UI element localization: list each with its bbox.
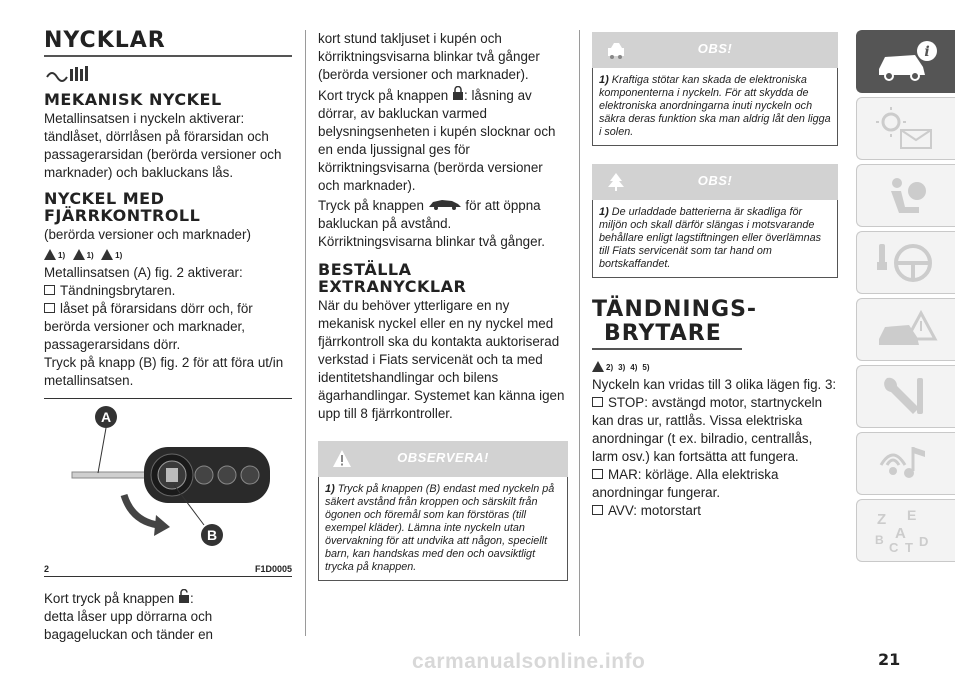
figure-number: 2 bbox=[44, 564, 50, 574]
press-text: Tryck på knapp (B) fig. 2 för att föra ut/in metallinsatsen. bbox=[44, 355, 284, 388]
reference-number: 4) bbox=[630, 363, 638, 372]
steering-wheel-icon bbox=[875, 240, 939, 286]
heading-line: NYCKEL MED bbox=[44, 189, 165, 208]
car-crash-icon bbox=[875, 307, 939, 353]
text-part: Tryck på knappen bbox=[318, 198, 424, 213]
heading-line: BRYTARE bbox=[604, 321, 722, 346]
lock-text bbox=[318, 86, 568, 195]
text-part: för att öppna bakluckan på avstånd. Körriktningsvisarna blinkar två gånger. bbox=[318, 198, 546, 249]
column-divider-right bbox=[579, 30, 580, 636]
ignition-text: Nyckeln kan vridas till 3 olika lägen fig. 3: bbox=[592, 377, 837, 392]
svg-text:C: C bbox=[889, 540, 899, 554]
figure-code: F1D0005 bbox=[254, 564, 292, 574]
notice-text: Kraftiga stötar kan skada de elektroniska komponenterna i nyckeln. För att skydda de elektroniska anordningarna inuti nyckeln och säkra deras funktion ska man aldrig låt den ligga i solen. bbox=[599, 74, 831, 138]
notice-text: De urladdade batterierna är skadliga för miljön och skall därför slängas i motsvarande behållare enligt lagstiftningen eller överlämnas till Fiats servicenät som tar hand om bortskaffandet. bbox=[599, 206, 822, 270]
tailgate-car-icon bbox=[428, 198, 462, 210]
tab-index[interactable] bbox=[856, 499, 955, 562]
order-keys-text: När du behöver ytterligare en ny mekanisk nyckel eller en ny nyckel med fjärrkontroll ska du kontakta auktoriserad verkstad i Fiats servicenät och ta med identitetshandlingar och bilens ägarhandlingar. Systemet kan känna igen upp till 8 fjärrkontroller. bbox=[318, 298, 565, 421]
bullet-item bbox=[592, 394, 838, 466]
reference-number: 5) bbox=[642, 363, 650, 372]
notice-body bbox=[592, 68, 838, 146]
reference-number: 3) bbox=[618, 363, 626, 372]
svg-text:B: B bbox=[875, 533, 884, 547]
heading-line: FJÄRRKONTROLL bbox=[44, 206, 201, 225]
bullet-item bbox=[592, 466, 838, 502]
text-part: Kort tryck på knappen bbox=[44, 591, 175, 606]
warning-triangle-icon bbox=[592, 361, 604, 372]
notice-number: 1) bbox=[325, 483, 335, 495]
reference-number: 2) bbox=[606, 363, 614, 372]
tab-steering[interactable] bbox=[856, 231, 955, 294]
bullet-item bbox=[44, 282, 292, 300]
wrench-icon bbox=[875, 374, 939, 420]
watermark: carmanualsonline.info bbox=[412, 650, 646, 673]
section-heading-order-keys bbox=[318, 261, 568, 295]
warning-triangle-icon bbox=[73, 249, 85, 260]
bullet-item bbox=[44, 300, 292, 354]
tab-warning-lights[interactable] bbox=[856, 97, 955, 160]
checkbox-bullet-icon bbox=[44, 303, 55, 313]
mechanical-key-text: Metallinsatsen i nyckeln aktiverar: tändlåset, dörrlåsen på förarsidan och passagerarsidan (berörda versioner och marknader) och bakluckans lås. bbox=[44, 111, 282, 180]
warning-references bbox=[44, 246, 292, 260]
warning-notice bbox=[318, 441, 568, 581]
bullet-text: AVV: motorstart bbox=[608, 503, 702, 518]
svg-text:Z: Z bbox=[877, 511, 887, 528]
tab-car-info[interactable] bbox=[856, 30, 955, 93]
figure-caption bbox=[44, 564, 292, 577]
reference-number: 1) bbox=[58, 251, 66, 260]
notice-title: OBSERVERA! bbox=[397, 450, 489, 465]
section-heading-remote-key bbox=[44, 190, 292, 224]
notice-header bbox=[592, 164, 838, 200]
tab-maintenance[interactable] bbox=[856, 365, 955, 428]
tab-airbag-seat[interactable] bbox=[856, 164, 955, 227]
alphabet-index-icon bbox=[875, 508, 939, 554]
airbag-seat-icon bbox=[875, 173, 939, 219]
notice-body bbox=[592, 200, 838, 278]
continuation-text: kort stund takljuset i kupén och körriktningsvisarna blinkar två gånger (berörda versioner och marknader). bbox=[318, 31, 540, 82]
trunk-text bbox=[318, 197, 568, 251]
insert-text: Metallinsatsen (A) fig. 2 aktiverar: bbox=[44, 265, 243, 280]
car-navigation-icon bbox=[875, 441, 939, 487]
notice-body bbox=[318, 477, 568, 581]
title-rule bbox=[44, 55, 292, 57]
key-figure bbox=[44, 398, 292, 564]
notice-title: OBS! bbox=[697, 41, 733, 56]
chapter-tabs bbox=[856, 30, 954, 566]
checkbox-bullet-icon bbox=[592, 397, 603, 407]
bullet-text: Tändningsbrytaren. bbox=[60, 283, 176, 298]
section-heading-ignition bbox=[592, 298, 838, 346]
notice-header bbox=[592, 32, 838, 68]
heading-line: TÄNDNINGS- bbox=[592, 297, 758, 322]
page-number: 21 bbox=[878, 650, 901, 669]
tab-emergency[interactable] bbox=[856, 298, 955, 361]
warning-triangle-icon bbox=[44, 249, 56, 260]
remote-key-text: (berörda versioner och marknader) bbox=[44, 227, 251, 242]
tab-multimedia[interactable] bbox=[856, 432, 955, 495]
notice-text: Tryck på knappen (B) endast med nyckeln på säkert avstånd från kroppen och särskilt från ögonen och föremål som kan förstöras (till exempel kläder). Lämna inte nyckeln utan övervakning för att undvika att någon, speciellt barn, kan handskas med den och oavsiktligt trycka på knappen. bbox=[325, 483, 555, 573]
notice-header bbox=[318, 441, 568, 477]
short-press-text bbox=[44, 589, 292, 608]
text-part: Kort tryck på knappen bbox=[318, 88, 449, 103]
notice-number: 1) bbox=[599, 206, 609, 218]
text-part: : bbox=[190, 591, 194, 606]
padlock-open-icon bbox=[178, 589, 190, 603]
svg-text:i: i bbox=[924, 44, 930, 60]
column-1 bbox=[44, 28, 292, 644]
svg-text:D: D bbox=[919, 534, 929, 549]
unlock-text: detta låser upp dörrarna och bagageluckan och tänder en bbox=[44, 609, 214, 642]
bullet-item bbox=[592, 502, 838, 520]
warning-references bbox=[592, 358, 838, 372]
heading-underline bbox=[592, 348, 742, 350]
bullet-text: STOP: avstängd motor, startnyckeln kan dras ur, rattlås. Vissa elektriska anordningar (t ex. bilradio, centrallås, larm osv.) kan fortsätta att fungera. bbox=[592, 395, 823, 464]
figure-label-a: A bbox=[100, 409, 112, 425]
checkbox-bullet-icon bbox=[592, 505, 603, 515]
warning-lights-icon bbox=[875, 106, 939, 152]
notice-title: OBS! bbox=[697, 173, 733, 188]
section-heading-mechanical-key: MEKANISK NYCKEL bbox=[44, 90, 222, 109]
padlock-closed-icon bbox=[452, 86, 464, 100]
page-title: NYCKLAR bbox=[44, 28, 166, 53]
heading-line: BESTÄLLA bbox=[318, 260, 412, 279]
obs-notice-1 bbox=[592, 32, 838, 146]
svg-text:T: T bbox=[905, 540, 913, 554]
checkbox-bullet-icon bbox=[44, 285, 55, 295]
text-part: : låsning av dörrar, av bakluckan varmed belysningsenheten i kupén slocknar och en enda ljussignal ges för körriktningsvisarna (berörda versioner och marknader). bbox=[318, 88, 556, 193]
car-info-icon bbox=[875, 39, 939, 85]
bullet-text: låset på förarsidans dörr och, för berörda versioner och marknader, passagerarsidans dörr. bbox=[44, 301, 253, 352]
svg-text:A: A bbox=[895, 525, 906, 542]
svg-text:E: E bbox=[907, 508, 917, 523]
column-2 bbox=[318, 30, 568, 581]
code-symbol-icon bbox=[44, 65, 292, 87]
reference-number: 1) bbox=[86, 251, 94, 260]
column-divider-left bbox=[305, 30, 306, 636]
key-illustration bbox=[44, 399, 292, 564]
checkbox-bullet-icon bbox=[592, 469, 603, 479]
obs-notice-2 bbox=[592, 164, 838, 278]
figure-label-b: B bbox=[206, 527, 218, 543]
notice-number: 1) bbox=[599, 74, 609, 86]
heading-line: EXTRANYCKLAR bbox=[318, 277, 467, 296]
column-3 bbox=[592, 32, 838, 520]
warning-triangle-icon bbox=[101, 249, 113, 260]
reference-number: 1) bbox=[115, 251, 123, 260]
bullet-text: MAR: körläge. Alla elektriska anordningar fungerar. bbox=[592, 467, 779, 500]
